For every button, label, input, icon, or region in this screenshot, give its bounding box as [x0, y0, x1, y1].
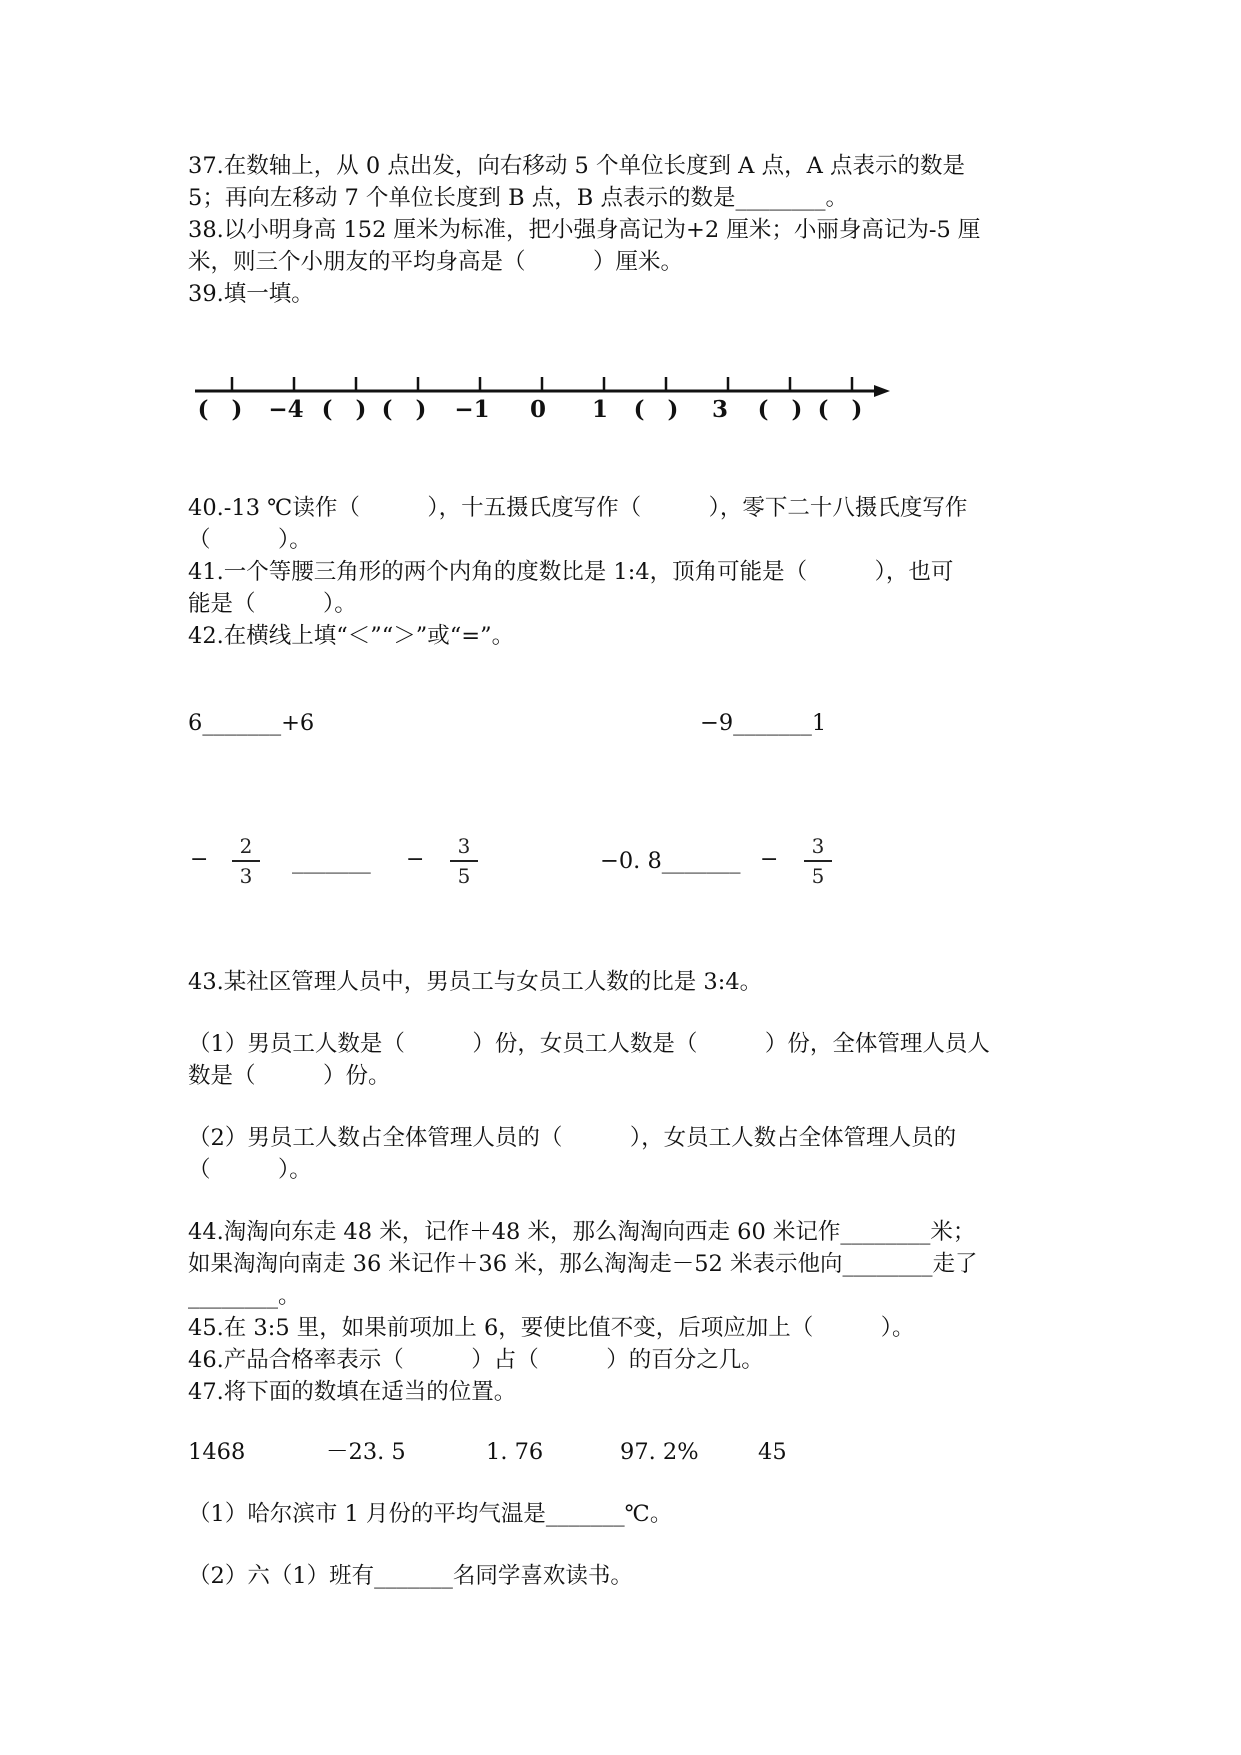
q38-line-2: 米，则三个小朋友的平均身高是（ ）厘米。 — [188, 249, 684, 275]
q37-line-2: 5；再向左移动 7 个单位长度到 B 点，B 点表示的数是________。 — [188, 185, 848, 211]
tick-label: ( ) — [633, 396, 679, 423]
q39-line-1: 39.填一填。 — [188, 281, 314, 307]
number-item: 97. 2% — [620, 1439, 699, 1465]
tick-label: ( ) — [381, 396, 427, 423]
tick-label: −1 — [454, 396, 490, 423]
tick-label: ( ) — [817, 396, 863, 423]
q43-line-1: 43.某社区管理人员中，男员工与女员工人数的比是 3:4。 — [188, 969, 763, 995]
q44-line-3: ________。 — [188, 1283, 301, 1309]
q41-line-1: 41.一个等腰三角形的两个内角的度数比是 1:4，顶角可能是（ ），也可 — [188, 559, 954, 585]
tick-label: −4 — [268, 396, 304, 423]
number-item: 1468 — [188, 1439, 246, 1465]
number-item: 1. 76 — [486, 1439, 544, 1465]
q47-part2: （2）六（1）班有_______名同学喜欢读书。 — [188, 1563, 633, 1589]
q42-line-1: 42.在横线上填“＜”“＞”或“=”。 — [188, 623, 515, 649]
q43-part2-line-1: （2）男员工人数占全体管理人员的（ ），女员工人数占全体管理人员的 — [188, 1125, 957, 1151]
q40-line-2: （ ）。 — [188, 527, 312, 553]
q38-line-1: 38.以小明身高 152 厘米为标准，把小强身高记为+2 厘米；小丽身高记为-5 厘 — [188, 217, 981, 243]
q46-line-1: 46.产品合格率表示（ ）占（ ）的百分之几。 — [188, 1347, 764, 1373]
q43-part1-line-2: 数是（ ）份。 — [188, 1063, 391, 1089]
minus-sign: − — [190, 847, 209, 872]
fraction-bar — [804, 860, 832, 862]
tick-label: 0 — [529, 396, 547, 423]
number-item: －23. 5 — [326, 1439, 406, 1465]
q44-line-2: 如果淘淘向南走 36 米记作＋36 米，那么淘淘走－52 米表示他向________走了 — [188, 1251, 978, 1277]
fraction-2-3 — [228, 834, 264, 888]
q43-part2-line-2: （ ）。 — [188, 1157, 312, 1183]
fraction-bar — [232, 860, 260, 862]
number-item: 45 — [758, 1439, 787, 1465]
tick-label: ( ) — [321, 396, 367, 423]
minus-sign: − — [406, 847, 425, 872]
q45-line-1: 45.在 3:5 里，如果前项加上 6，要使比值不变，后项应加上（ ）。 — [188, 1315, 915, 1341]
denominator: 5 — [811, 863, 825, 888]
q44-line-1: 44.淘淘向东走 48 米，记作＋48 米，那么淘淘向西走 60 米记作________米； — [188, 1219, 976, 1245]
tick-label: ( ) — [757, 396, 803, 423]
tick-label: ( ) — [197, 396, 243, 423]
number-line-svg — [190, 366, 910, 436]
numerator: 3 — [457, 834, 471, 858]
q47-part1: （1）哈尔滨市 1 月份的平均气温是_______℃。 — [188, 1501, 673, 1527]
compare-neg9-1: −9_______1 — [700, 710, 827, 736]
fraction-3-5 — [800, 834, 836, 888]
compare-neg0.8: −0. 8_______ — [600, 848, 741, 874]
fraction-3-5 — [446, 834, 482, 888]
tick-label: 1 — [591, 396, 609, 423]
q47-line-1: 47.将下面的数填在适当的位置。 — [188, 1379, 517, 1405]
q41-line-2: 能是（ ）。 — [188, 591, 357, 617]
number-line-figure — [190, 366, 910, 440]
answer-blank: _______ — [292, 848, 371, 874]
q43-part1-line-1: （1）男员工人数是（ ）份，女员工人数是（ ）份，全体管理人员人 — [188, 1031, 990, 1057]
number-line-arrow — [874, 385, 890, 397]
tick-label: 3 — [711, 396, 729, 423]
q40-line-1: 40.-13 ℃读作（ ），十五摄氏度写作（ ），零下二十八摄氏度写作 — [188, 495, 968, 521]
fraction-bar — [450, 860, 478, 862]
minus-sign: − — [760, 847, 779, 872]
q37-line-1: 37.在数轴上，从 0 点出发，向右移动 5 个单位长度到 A 点，A 点表示的数是 — [188, 153, 965, 179]
numerator: 2 — [239, 834, 253, 858]
compare-6-plus6: 6_______+6 — [188, 710, 315, 736]
numerator: 3 — [811, 834, 825, 858]
denominator: 5 — [457, 863, 471, 888]
denominator: 3 — [239, 863, 253, 888]
